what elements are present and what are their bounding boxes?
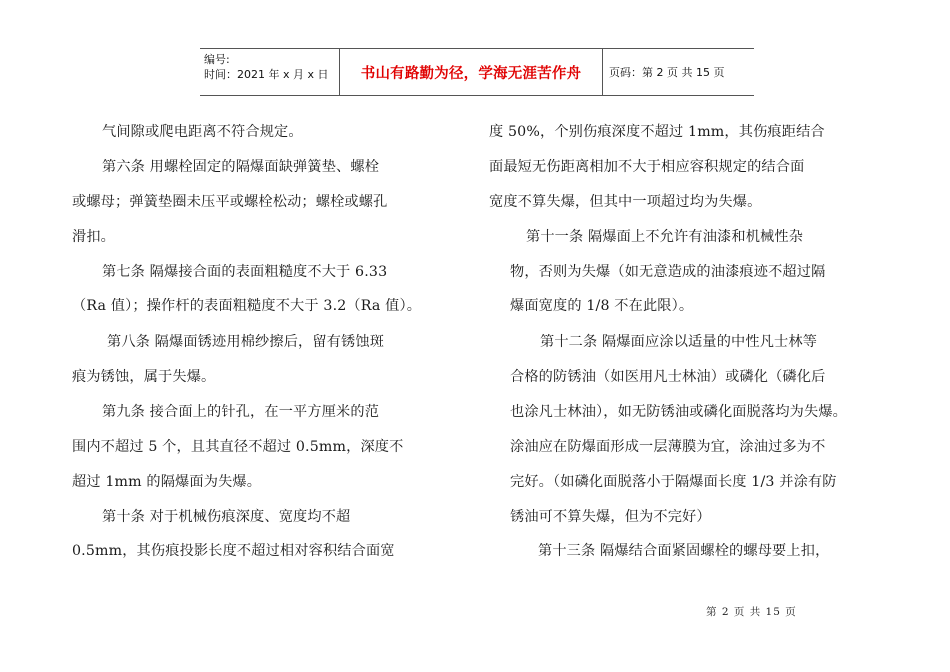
header-meta (200, 49, 340, 95)
right-line-10: 涂油应在防爆面形成一层薄膜为宜，涂油过多为不 (510, 439, 826, 455)
right-line-6: 爆面宽度的 1/8 不在此限）。 (510, 298, 694, 314)
left-line-12: 第十条 对于机械伤痕深度、宽度均不超 (102, 509, 351, 525)
left-line-10: 围内不超过 5 个，且其直径不超过 0.5mm，深度不 (72, 439, 404, 455)
left-line-8: 痕为锈蚀，属于失爆。 (72, 369, 216, 385)
page-header (200, 48, 754, 96)
left-line-4: 滑扣。 (72, 229, 116, 245)
left-line-9: 第九条 接合面上的针孔，在一平方厘米的范 (102, 404, 380, 420)
right-line-8: 合格的防锈油（如医用凡士林油）或磷化（磷化后 (510, 369, 826, 385)
right-line-11: 完好。（如磷化面脱落小于隔爆面长度 1/3 并涂有防 (510, 474, 837, 490)
right-line-2: 面最短无伤距离相加不大于相应容积规定的结合面 (489, 159, 805, 175)
right-line-13: 第十三条 隔爆结合面紧固螺栓的螺母要上扣， (538, 543, 830, 559)
left-line-3: 或螺母；弹簧垫圈未压平或螺栓松动；螺栓或螺孔 (72, 194, 388, 210)
right-line-5: 物，否则为失爆（如无意造成的油漆痕迹不超过隔 (510, 264, 826, 280)
document-time-label: 时间：2021 年 x 月 x 日 (204, 68, 329, 81)
left-line-2: 第六条 用螺栓固定的隔爆面缺弹簧垫、螺栓 (102, 159, 380, 175)
document-number-label: 编号: (204, 53, 230, 66)
header-page-number: 页码：第 2 页 共 15 页 (609, 66, 725, 79)
right-line-12: 锈油可不算失爆，但为不完好） (510, 509, 711, 525)
right-line-7: 第十二条 隔爆面应涂以适量的中性凡士林等 (540, 334, 818, 350)
header-motto: 书山有路勤为径，学海无涯苦作舟 (340, 49, 603, 95)
left-line-13: 0.5mm，其伤痕投影长度不超过相对容积结合面宽 (72, 543, 395, 559)
right-line-4: 第十一条 隔爆面上不允许有油漆和机械性杂 (526, 229, 804, 245)
left-line-11: 超过 1mm 的隔爆面为失爆。 (72, 474, 262, 490)
left-line-6: （Ra 值）；操作杆的表面粗糙度不大于 3.2（Ra 值）。 (72, 298, 422, 314)
left-line-7: 第八条 隔爆面锈迹用棉纱擦后，留有锈蚀斑 (107, 334, 385, 350)
page-footer: 第 2 页 共 15 页 (706, 606, 797, 618)
right-line-1: 度 50%，个别伤痕深度不超过 1mm，其伤痕距结合 (489, 124, 825, 140)
right-line-9: 也涂凡士林油），如无防锈油或磷化面脱落均为失爆。 (510, 404, 848, 420)
left-line-1: 气间隙或爬电距离不符合规定。 (102, 124, 303, 140)
left-line-5: 第七条 隔爆接合面的表面粗糙度不大于 6.33 (102, 264, 388, 280)
right-line-3: 宽度不算失爆，但其中一项超过均为失爆。 (489, 194, 762, 210)
